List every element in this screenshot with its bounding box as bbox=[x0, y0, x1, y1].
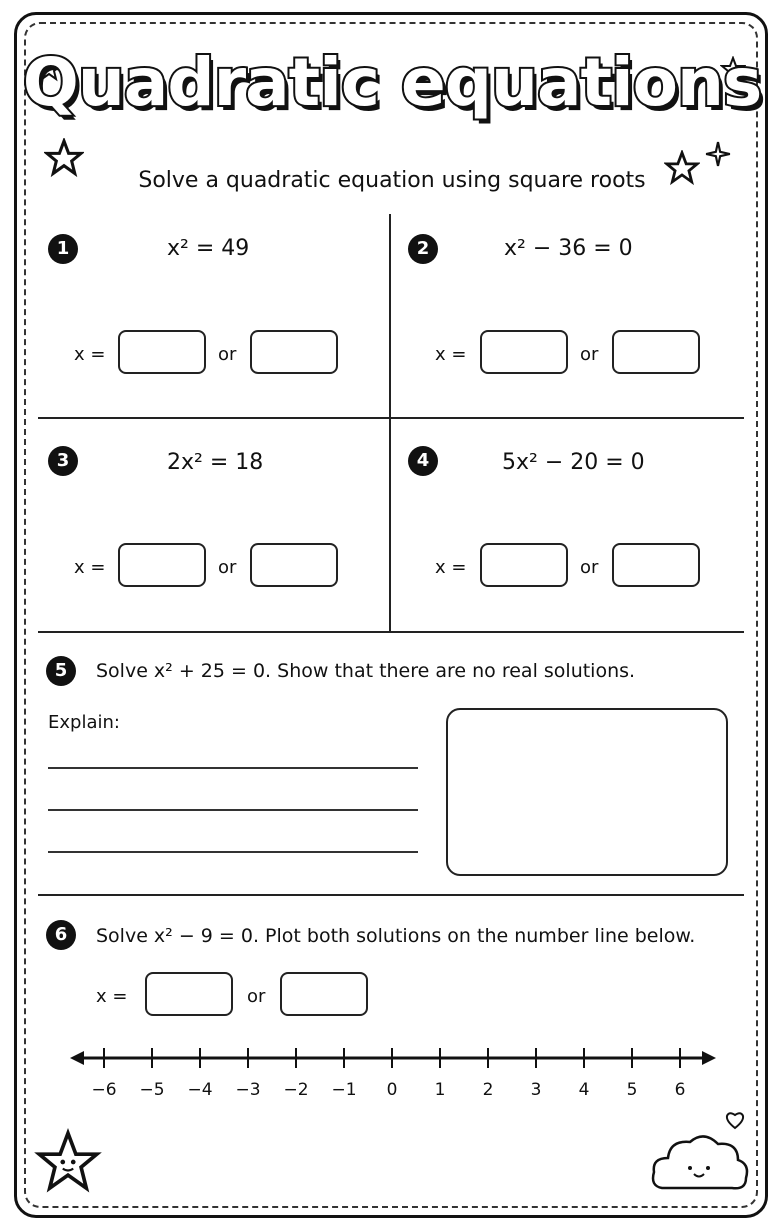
page-subtitle: Solve a quadratic equation using square roots bbox=[138, 168, 646, 193]
number-line-tick-label: 3 bbox=[530, 1080, 542, 1100]
answer-box[interactable] bbox=[250, 543, 338, 587]
page-border-inner bbox=[24, 22, 758, 1208]
problem-number: 6 bbox=[46, 920, 76, 950]
answer-box[interactable] bbox=[480, 330, 568, 374]
page-title: Quadratic equations bbox=[22, 44, 762, 121]
answer-box[interactable] bbox=[250, 330, 338, 374]
number-line-tick-label: 4 bbox=[578, 1080, 590, 1100]
x-label: x = bbox=[435, 344, 467, 365]
answer-box[interactable] bbox=[145, 972, 233, 1016]
grid-divider bbox=[38, 417, 744, 419]
number-line-tick-label: −6 bbox=[91, 1080, 117, 1100]
number-line-tick-label: 2 bbox=[482, 1080, 494, 1100]
or-label: or bbox=[580, 344, 599, 365]
number-line[interactable] bbox=[66, 1040, 720, 1080]
or-label: or bbox=[218, 557, 237, 578]
work-box[interactable] bbox=[446, 708, 728, 876]
grid-divider bbox=[38, 631, 744, 633]
problem-number: 2 bbox=[408, 234, 438, 264]
number-line-tick-label: −5 bbox=[139, 1080, 165, 1100]
answer-box[interactable] bbox=[118, 543, 206, 587]
smiling-star-icon bbox=[34, 1128, 102, 1196]
arrow-left-icon bbox=[70, 1051, 84, 1065]
number-line-tick-label: −1 bbox=[331, 1080, 357, 1100]
problem-number: 4 bbox=[408, 446, 438, 476]
writing-line[interactable] bbox=[48, 767, 418, 769]
problem-number: 1 bbox=[48, 234, 78, 264]
explain-label: Explain: bbox=[48, 712, 120, 733]
number-line-tick-label: 1 bbox=[434, 1080, 446, 1100]
writing-line[interactable] bbox=[48, 851, 418, 853]
x-label: x = bbox=[435, 557, 467, 578]
x-label: x = bbox=[96, 986, 128, 1007]
arrow-right-icon bbox=[702, 1051, 716, 1065]
number-line-tick-label: 5 bbox=[626, 1080, 638, 1100]
number-line-tick-label: −4 bbox=[187, 1080, 213, 1100]
answer-box[interactable] bbox=[612, 543, 700, 587]
smiling-cloud-icon bbox=[648, 1128, 752, 1196]
answer-box[interactable] bbox=[612, 330, 700, 374]
problem-number: 3 bbox=[48, 446, 78, 476]
problem-equation: 2x² = 18 bbox=[167, 450, 264, 475]
heart-icon bbox=[724, 1110, 746, 1130]
number-line-tick-label: 6 bbox=[674, 1080, 686, 1100]
problem-equation: x² − 36 = 0 bbox=[504, 236, 633, 261]
answer-box[interactable] bbox=[118, 330, 206, 374]
problem-prompt: Solve x² − 9 = 0. Plot both solutions on the number line below. bbox=[96, 925, 696, 947]
problem-number: 5 bbox=[46, 656, 76, 686]
or-label: or bbox=[218, 344, 237, 365]
writing-line[interactable] bbox=[48, 809, 418, 811]
grid-divider bbox=[38, 894, 744, 896]
answer-box[interactable] bbox=[280, 972, 368, 1016]
answer-box[interactable] bbox=[480, 543, 568, 587]
grid-divider bbox=[389, 214, 391, 632]
number-line-tick-label: −2 bbox=[283, 1080, 309, 1100]
or-label: or bbox=[580, 557, 599, 578]
number-line-tick-label: 0 bbox=[386, 1080, 398, 1100]
x-label: x = bbox=[74, 557, 106, 578]
number-line-tick-label: −3 bbox=[235, 1080, 261, 1100]
sparkle-icon bbox=[704, 140, 732, 168]
problem-prompt: Solve x² + 25 = 0. Show that there are no real solutions. bbox=[96, 660, 636, 682]
or-label: or bbox=[247, 986, 266, 1007]
x-label: x = bbox=[74, 344, 106, 365]
problem-equation: x² = 49 bbox=[167, 236, 250, 261]
problem-equation: 5x² − 20 = 0 bbox=[502, 450, 645, 475]
